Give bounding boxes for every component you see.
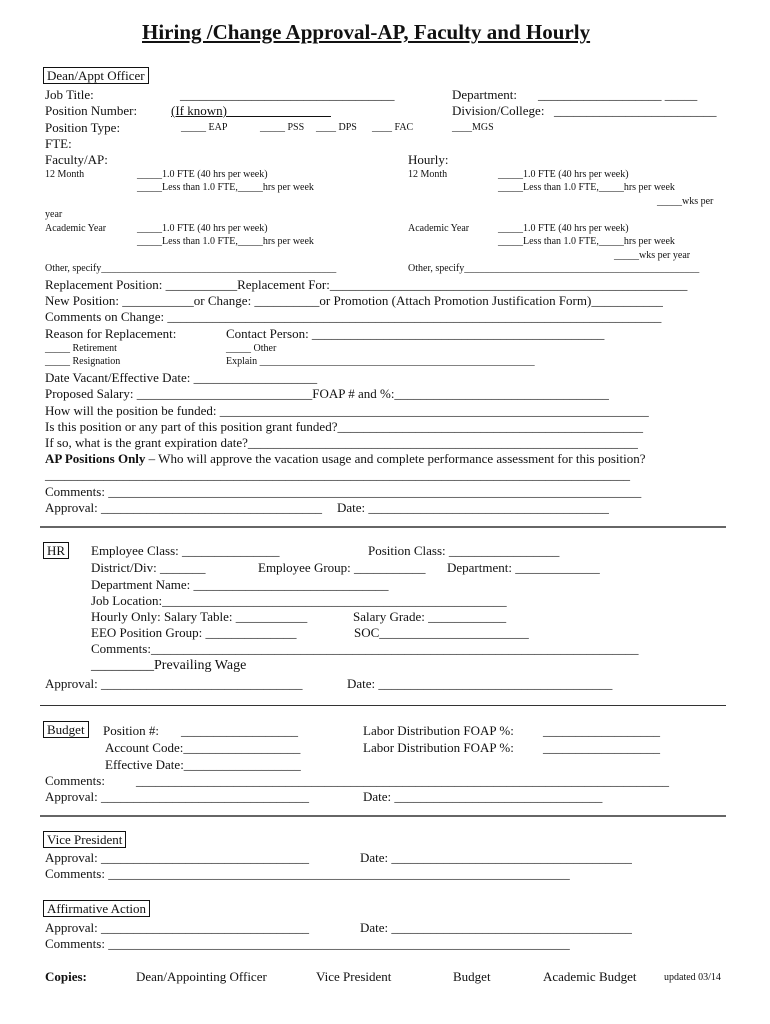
type-fac-option[interactable]: ____ FAC [372, 122, 414, 133]
employee-group-field[interactable]: Employee Group: ___________ [258, 560, 426, 575]
hr-approval-field[interactable]: Approval: _______________________________ [45, 676, 303, 691]
faculty-ap-label: Faculty/AP: [45, 152, 108, 167]
budget-comments-label: Comments: [45, 773, 105, 788]
faculty-academic-year-label: Academic Year [45, 223, 107, 234]
type-eap-option[interactable]: _____ EAP [181, 122, 228, 133]
salary-table-field[interactable]: Hourly Only: Salary Table: ___________ [91, 609, 308, 624]
department-label: Department: [452, 87, 517, 102]
retirement-option[interactable]: _____ Retirement [45, 343, 117, 354]
aa-section-label: Affirmative Action [43, 900, 150, 917]
effective-date-field[interactable]: Effective Date:__________________ [105, 757, 301, 772]
foap-2-field[interactable]: __________________ [543, 740, 660, 755]
hr-section-label: HR [43, 542, 69, 559]
faculty-12-less-fte[interactable]: _____Less than 1.0 FTE,_____hrs per week [137, 182, 314, 193]
section-divider [40, 526, 726, 528]
copy-dean: Dean/Appointing Officer [136, 969, 267, 984]
faculty-12-month-label: 12 Month [45, 169, 85, 180]
updated-date: updated 03/14 [664, 972, 721, 983]
new-position-field[interactable]: New Position: ___________or Change: __________or Promotion (Attach Promotion Justification Form)___________ [45, 293, 663, 308]
faculty-year-label: year [45, 209, 63, 220]
hourly-label: Hourly: [408, 152, 449, 167]
funding-field[interactable]: How will the position be funded: __________________________________________________________________ [45, 403, 649, 418]
dean-section-label: Dean/Appt Officer [43, 67, 149, 84]
eeo-group-field[interactable]: EEO Position Group: ______________ [91, 625, 297, 640]
employee-class-field[interactable]: Employee Class: _______________ [91, 543, 280, 558]
hr-comments-field[interactable]: Comments:___________________________________________________________________________ [91, 641, 639, 656]
ap-positions-only-label: AP Positions Only [45, 451, 146, 466]
fte-label: FTE: [45, 136, 72, 151]
faculty-12-full-fte[interactable]: _____1.0 FTE (40 hrs per week) [137, 169, 268, 180]
ap-answer-field[interactable]: __________________________________________________________________________________________ [45, 467, 630, 482]
section-divider [40, 815, 726, 817]
comments-on-change-field[interactable]: Comments on Change: ____________________________________________________________________________ [45, 309, 662, 324]
replacement-position-field[interactable]: Replacement Position: ___________Replacement For:_______________________________________________________ [45, 277, 688, 292]
vp-section-label: Vice President [43, 831, 126, 848]
position-type-label: Position Type: [45, 120, 121, 135]
budget-position-field[interactable]: __________________ [181, 723, 298, 738]
hourly-12-full-fte[interactable]: _____1.0 FTE (40 hrs per week) [498, 169, 629, 180]
division-college-field[interactable]: _________________________ [554, 103, 717, 118]
division-college-label: Division/College: [452, 103, 545, 118]
budget-approval-field[interactable]: Approval: ________________________________ [45, 789, 309, 804]
soc-field[interactable]: SOC_______________________ [354, 625, 529, 640]
grant-expiration-field[interactable]: If so, what is the grant expiration date?____________________________________________________________ [45, 435, 638, 450]
aa-date-field[interactable]: Date: _____________________________________ [360, 920, 632, 935]
job-title-label: Job Title: [45, 87, 94, 102]
copy-budget: Budget [453, 969, 491, 984]
budget-position-label: Position #: [103, 723, 159, 738]
section-divider [40, 705, 726, 706]
position-number-label: Position Number: [45, 103, 138, 118]
reason-replacement-label: Reason for Replacement: [45, 326, 177, 341]
hr-date-field[interactable]: Date: ____________________________________ [347, 676, 613, 691]
type-pss-option[interactable]: _____ PSS [260, 122, 305, 133]
hourly-ay-full-fte[interactable]: _____1.0 FTE (40 hrs per week) [498, 223, 629, 234]
hourly-ay-wks-per-year[interactable]: _____wks per year [614, 250, 691, 261]
faculty-other-specify[interactable]: Other, specify_______________________________________________ [45, 263, 337, 274]
type-dps-option[interactable]: ____ DPS [316, 122, 357, 133]
vp-comments-field[interactable]: Comments: _______________________________________________________________________ [45, 866, 570, 881]
explain-field[interactable]: Explain _______________________________________________________ [226, 356, 535, 367]
vp-date-field[interactable]: Date: _____________________________________ [360, 850, 632, 865]
copy-vp: Vice President [316, 969, 392, 984]
foap-1-label: Labor Distribution FOAP %: [363, 723, 514, 738]
salary-grade-field[interactable]: Salary Grade: ____________ [353, 609, 507, 624]
hourly-12-wks-per[interactable]: _____wks per [657, 196, 714, 207]
ap-positions-question [45, 452, 646, 465]
budget-comments-field[interactable]: __________________________________________________________________________________ [136, 773, 669, 788]
foap-2-label: Labor Distribution FOAP %: [363, 740, 514, 755]
position-class-field[interactable]: Position Class: _________________ [368, 543, 560, 558]
ap-positions-question-text: – Who will approve the vacation usage and complete performance assessment for this position? [145, 451, 646, 466]
position-number-field[interactable]: (If known) [171, 103, 331, 118]
type-mgs-option[interactable]: ____MGS [452, 122, 494, 133]
hourly-12-month-label: 12 Month [408, 169, 448, 180]
other-option[interactable]: _____ Other [226, 343, 277, 354]
proposed-salary-field[interactable]: Proposed Salary: ___________________________FOAP # and %:_________________________________ [45, 386, 609, 401]
dean-comments-field[interactable]: Comments: __________________________________________________________________________________ [45, 484, 642, 499]
date-vacant-field[interactable]: Date Vacant/Effective Date: ___________________ [45, 370, 318, 385]
job-title-field[interactable]: _________________________________ [180, 87, 395, 102]
hr-department-field[interactable]: Department: _____________ [447, 560, 600, 575]
copies-label: Copies: [45, 969, 87, 984]
resignation-option[interactable]: _____ Resignation [45, 356, 121, 367]
faculty-ay-less-fte[interactable]: _____Less than 1.0 FTE,_____hrs per week [137, 236, 314, 247]
budget-date-field[interactable]: Date: ________________________________ [363, 789, 603, 804]
hourly-12-less-fte[interactable]: _____Less than 1.0 FTE,_____hrs per week [498, 182, 675, 193]
dean-approval-field[interactable]: Approval: __________________________________ [45, 500, 322, 515]
grant-funded-field[interactable]: Is this position or any part of this position grant funded?_______________________________________________ [45, 419, 643, 434]
budget-section-label: Budget [43, 721, 89, 738]
dean-date-field[interactable]: Date: _____________________________________ [337, 500, 609, 515]
hourly-academic-year-label: Academic Year [408, 223, 470, 234]
faculty-ay-full-fte[interactable]: _____1.0 FTE (40 hrs per week) [137, 223, 268, 234]
page-title: Hiring /Change Approval-AP, Faculty and Hourly [142, 20, 591, 44]
aa-comments-field[interactable]: Comments: _______________________________________________________________________ [45, 936, 570, 951]
vp-approval-field[interactable]: Approval: ________________________________ [45, 850, 309, 865]
job-location-field[interactable]: Job Location:_____________________________________________________ [91, 593, 507, 608]
department-name-field[interactable]: Department Name: ______________________________ [91, 577, 389, 592]
foap-1-field[interactable]: __________________ [543, 723, 660, 738]
aa-approval-field[interactable]: Approval: ________________________________ [45, 920, 309, 935]
hourly-ay-less-fte[interactable]: _____Less than 1.0 FTE,_____hrs per week [498, 236, 675, 247]
contact-person-field[interactable]: Contact Person: _____________________________________________ [226, 326, 605, 341]
account-code-field[interactable]: Account Code:__________________ [105, 740, 301, 755]
prevailing-wage-field[interactable]: _________Prevailing Wage [91, 658, 247, 673]
hourly-other-specify[interactable]: Other, specify_______________________________________________ [408, 263, 700, 274]
copy-academic-budget: Academic Budget [543, 969, 637, 984]
department-field[interactable]: ___________________ _____ [538, 87, 698, 102]
district-div-field[interactable]: District/Div: _______ [91, 560, 206, 575]
